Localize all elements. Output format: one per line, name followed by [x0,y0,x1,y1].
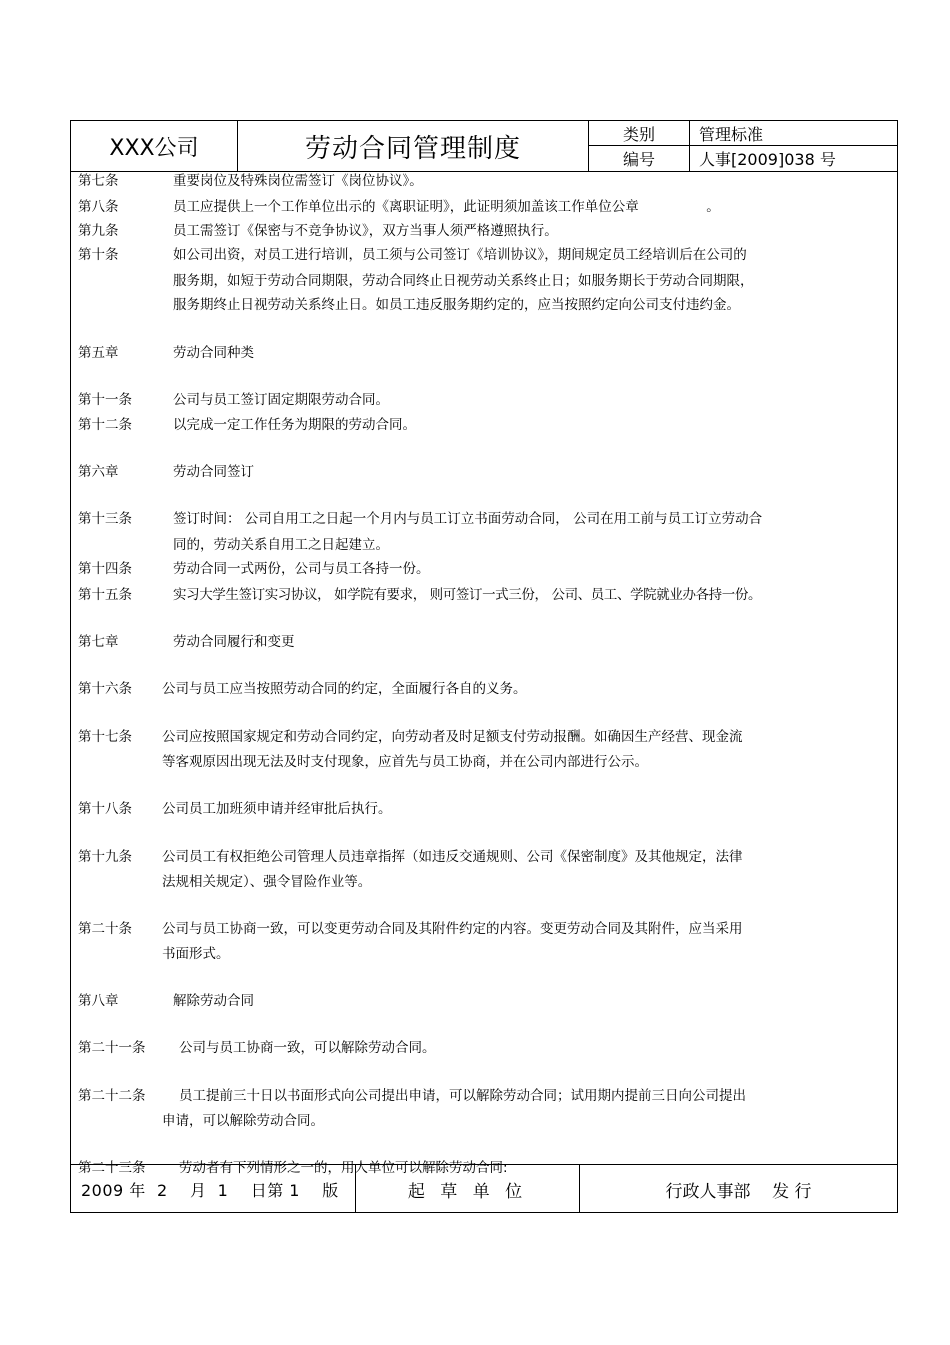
clause-text: 公司与员工协商一致，可以变更劳动合同及其附件约定的内容。变更劳动合同及其附件，应当采用 [162,921,743,937]
clause-text: 等客观原因出现无法及时支付现象，应首先与员工协商，并在公司内部进行公示。 [162,754,648,770]
number-label: 编号 [589,146,690,171]
clause-text: 法规相关规定）、强令冒险作业等。 [162,874,372,890]
clause-text: 申请，可以解除劳动合同。 [162,1113,324,1129]
clause-number: 第十六条 [78,681,132,697]
chapter-number: 第五章 [78,345,119,361]
drafting-unit: 起 草 单 位 [356,1165,580,1213]
clause-text: 如公司出资，对员工进行培训，员工须与公司签订《培训协议》，期间规定员工经培训后在公司的 [173,247,747,263]
category-value: 管理标准 [690,121,897,146]
clause-number: 第七条 [78,173,119,189]
clause-text: 公司与员工签订固定期限劳动合同。 [173,392,389,408]
clause-text: 员工需签订《保密与不竞争协议》，双方当事人须严格遵照执行。 [173,223,558,239]
clause-number: 第十三条 [78,511,132,527]
clause-text: 服务期终止日视劳动关系终止日。如员工违反服务期约定的，应当按照约定向公司支付违约金。 [173,297,740,313]
clause-number: 第十一条 [78,392,132,408]
document-header [71,121,897,172]
document-frame [70,120,898,1213]
clause-text: 公司应按照国家规定和劳动合同约定，向劳动者及时足额支付劳动报酬。如确因生产经营、现金流 [162,729,743,745]
clause-text: 重要岗位及特殊岗位需签订《岗位协议》。 [173,173,423,189]
clause-number: 第十七条 [78,729,132,745]
clause-number: 第八条 [78,199,119,215]
issuing-unit: 行政人事部 发 行 [665,1181,812,1202]
company-name: XXX公司 [71,121,238,171]
clause-text: 签订时间： 公司自用工之日起一个月内与员工订立书面劳动合同， 公司在用工前与员工订立劳动合 [173,511,763,527]
clause-number: 第十八条 [78,801,132,817]
clause-text: 实习大学生签订实习协议， 如学院有要求， 则可签订一式三份， 公司、员工、学院就业办各持一份。 [173,587,762,603]
chapter-title: 解除劳动合同 [173,993,254,1009]
chapter-title: 劳动合同签订 [173,464,254,480]
clause-number: 第二十条 [78,921,132,937]
clause-text: 书面形式。 [162,946,230,962]
clause-text: 服务期，如短于劳动合同期限，劳动合同终止日视劳动关系终止日；如服务期长于劳动合同期限， [173,273,754,289]
chapter-number: 第八章 [78,993,119,1009]
clause-text: 劳动合同一式两份，公司与员工各持一份。 [173,561,430,577]
clause-text: 以完成一定工作任务为期限的劳动合同。 [173,417,416,433]
chapter-number: 第六章 [78,464,119,480]
clause-text: 同的，劳动关系自用工之日起建立。 [173,537,389,553]
chapter-title: 劳动合同种类 [173,345,254,361]
clause-number: 第十二条 [78,417,132,433]
clause-number: 第十四条 [78,561,132,577]
clause-text: 员工应提供上一个工作单位出示的《离职证明》，此证明须加盖该工作单位公章 。 [173,199,720,215]
document-footer [71,1164,897,1213]
edition-info: 2009 年 2 月 1 日第 1 版 [71,1165,356,1213]
chapter-title: 劳动合同履行和变更 [173,634,295,650]
clause-number: 第二十三条 [78,1160,146,1176]
clause-text: 公司与员工应当按照劳动合同的约定，全面履行各自的义务。 [162,681,527,697]
clause-text: 员工提前三十日以书面形式向公司提出申请，可以解除劳动合同；试用期内提前三日向公司提出 [179,1088,746,1104]
category-label: 类别 [589,121,690,146]
clause-number: 第九条 [78,223,119,239]
number-value: 人事[2009]038 号 [699,150,836,169]
clause-text: 劳动者有下列情形之一的，用人单位可以解除劳动合同: [179,1160,508,1176]
clause-text: 公司员工有权拒绝公司管理人员违章指挥（如违反交通规则、公司《保密制度》及其他规定，法律 [162,849,743,865]
clause-number: 第十条 [78,247,119,263]
clause-text: 公司与员工协商一致，可以解除劳动合同。 [179,1040,436,1056]
clause-text: 公司员工加班须申请并经审批后执行。 [162,801,392,817]
clause-number: 第二十一条 [78,1040,146,1056]
clause-number: 第十九条 [78,849,132,865]
clause-number: 第十五条 [78,587,132,603]
chapter-number: 第七章 [78,634,119,650]
clause-number: 第二十二条 [78,1088,146,1104]
document-title: 劳动合同管理制度 [238,121,589,171]
